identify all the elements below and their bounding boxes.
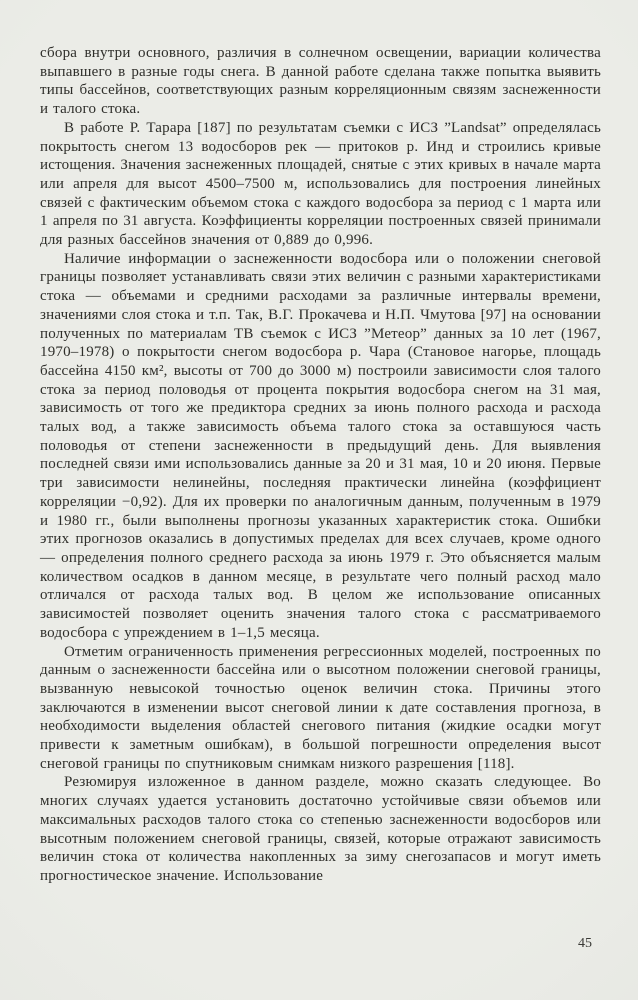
paragraph-1: сбора внутри основного, различия в солнечном освещении, вариации количества выпавшего в разные годы снега. В данной работе сделана также попытка выявить типы бассейнов, соответствующих разным корреляционным связям заснеженности и талого стока. [40, 45, 601, 118]
paragraph-4: Отметим ограниченность применения регрессионных моделей, построенных по данным о заснеженности бассейна или о высотном положении снеговой границы, вызванную невысокой точностью оценок величин стока. Причины этого заключаются в изменении высот снеговой линии к дате составления прогноза, в необходимости выделения областей снегового питания (жидкие осадки могут привести к заметным ошибкам), в большой погрешности определения высот снеговой границы по спутниковым снимкам низкого разрешения [118]. [40, 643, 601, 772]
paragraph-5: Резюмируя изложенное в данном разделе, можно сказать следующее. Во многих случаях удается установить достаточно устойчивые связи объемов или максимальных расходов талого стока со степенью заснеженности водосборов или высотным положением снеговой границы, связей, которые отражают зависимость величин стока от количества накопленных за зиму снегозапасов и могут иметь прогностическое значение. Использование [40, 774, 601, 884]
paragraph-2: В работе Р. Тарара [187] по результатам съемки с ИСЗ ”Landsat” определялась покрытость снегом 13 водосборов рек — притоков р. Инд и строились кривые истощения. Значения заснеженных площадей, снятые с этих кривых в начале марта или апреля для высот 4500–7500 м, использовались для построения линейных связей с фактическим объемом стока с каждого водосбора за период с 1 марта или 1 апреля по 31 августа. Коэффициенты корреляции построенных связей принимали для разных бассейнов значения от 0,889 до 0,996. [40, 119, 601, 249]
paragraph-3: Наличие информации о заснеженности водосбора или о положении снеговой границы позволяет устанавливать связи этих величин с разными характеристиками стока — объемами и средними расходами за различные интервалы времени, значениями слоя стока и т.п. Так, В.Г. Прокачева и Н.П. Чмутова [97] на основании полученных по материалам ТВ съемок с ИСЗ ”Метеор” данных за 10 лет (1967, 1970–1978) о покрытости снегом водосбора р. Чара (Становое нагорье, площадь бассейна 4150 км², высоты от 700 до 3000 м) построили зависимости слоя талого стока за период половодья от процента покрытия водосбора снегом на 31 мая, зависимость от того же предиктора средних за июнь полного расхода и расхода талых вод, а также зависимость объема талого стока за оставшуюся часть половодья от степени заснеженности в предыдущий день. Для выявления последней связи ими использовались данные за 20 и 31 мая, 10 и 20 июня. Первые три зависимости нелинейны, последняя практически линейна (коэффициент корреляции −0,92). Для их проверки по аналогичным данным, полученным в 1979 и 1980 гг., были выполнены прогнозы указанных характеристик стока. Ошибки этих прогнозов оказались в допустимых пределах для всех случаев, кроме одного — определения полного среднего расхода за июнь 1979 г. Это объясняется малым количеством осадков в данном месяце, в результате чего полный расход мало отличался от расхода талых вод. В целом же использование описанных зависимостей позволяет оценить значения талого стока с рассматриваемого водосбора с упреждением в 1–1,5 месяца. [40, 250, 601, 641]
body-text [40, 44, 601, 886]
page-number: 45 [578, 936, 592, 951]
